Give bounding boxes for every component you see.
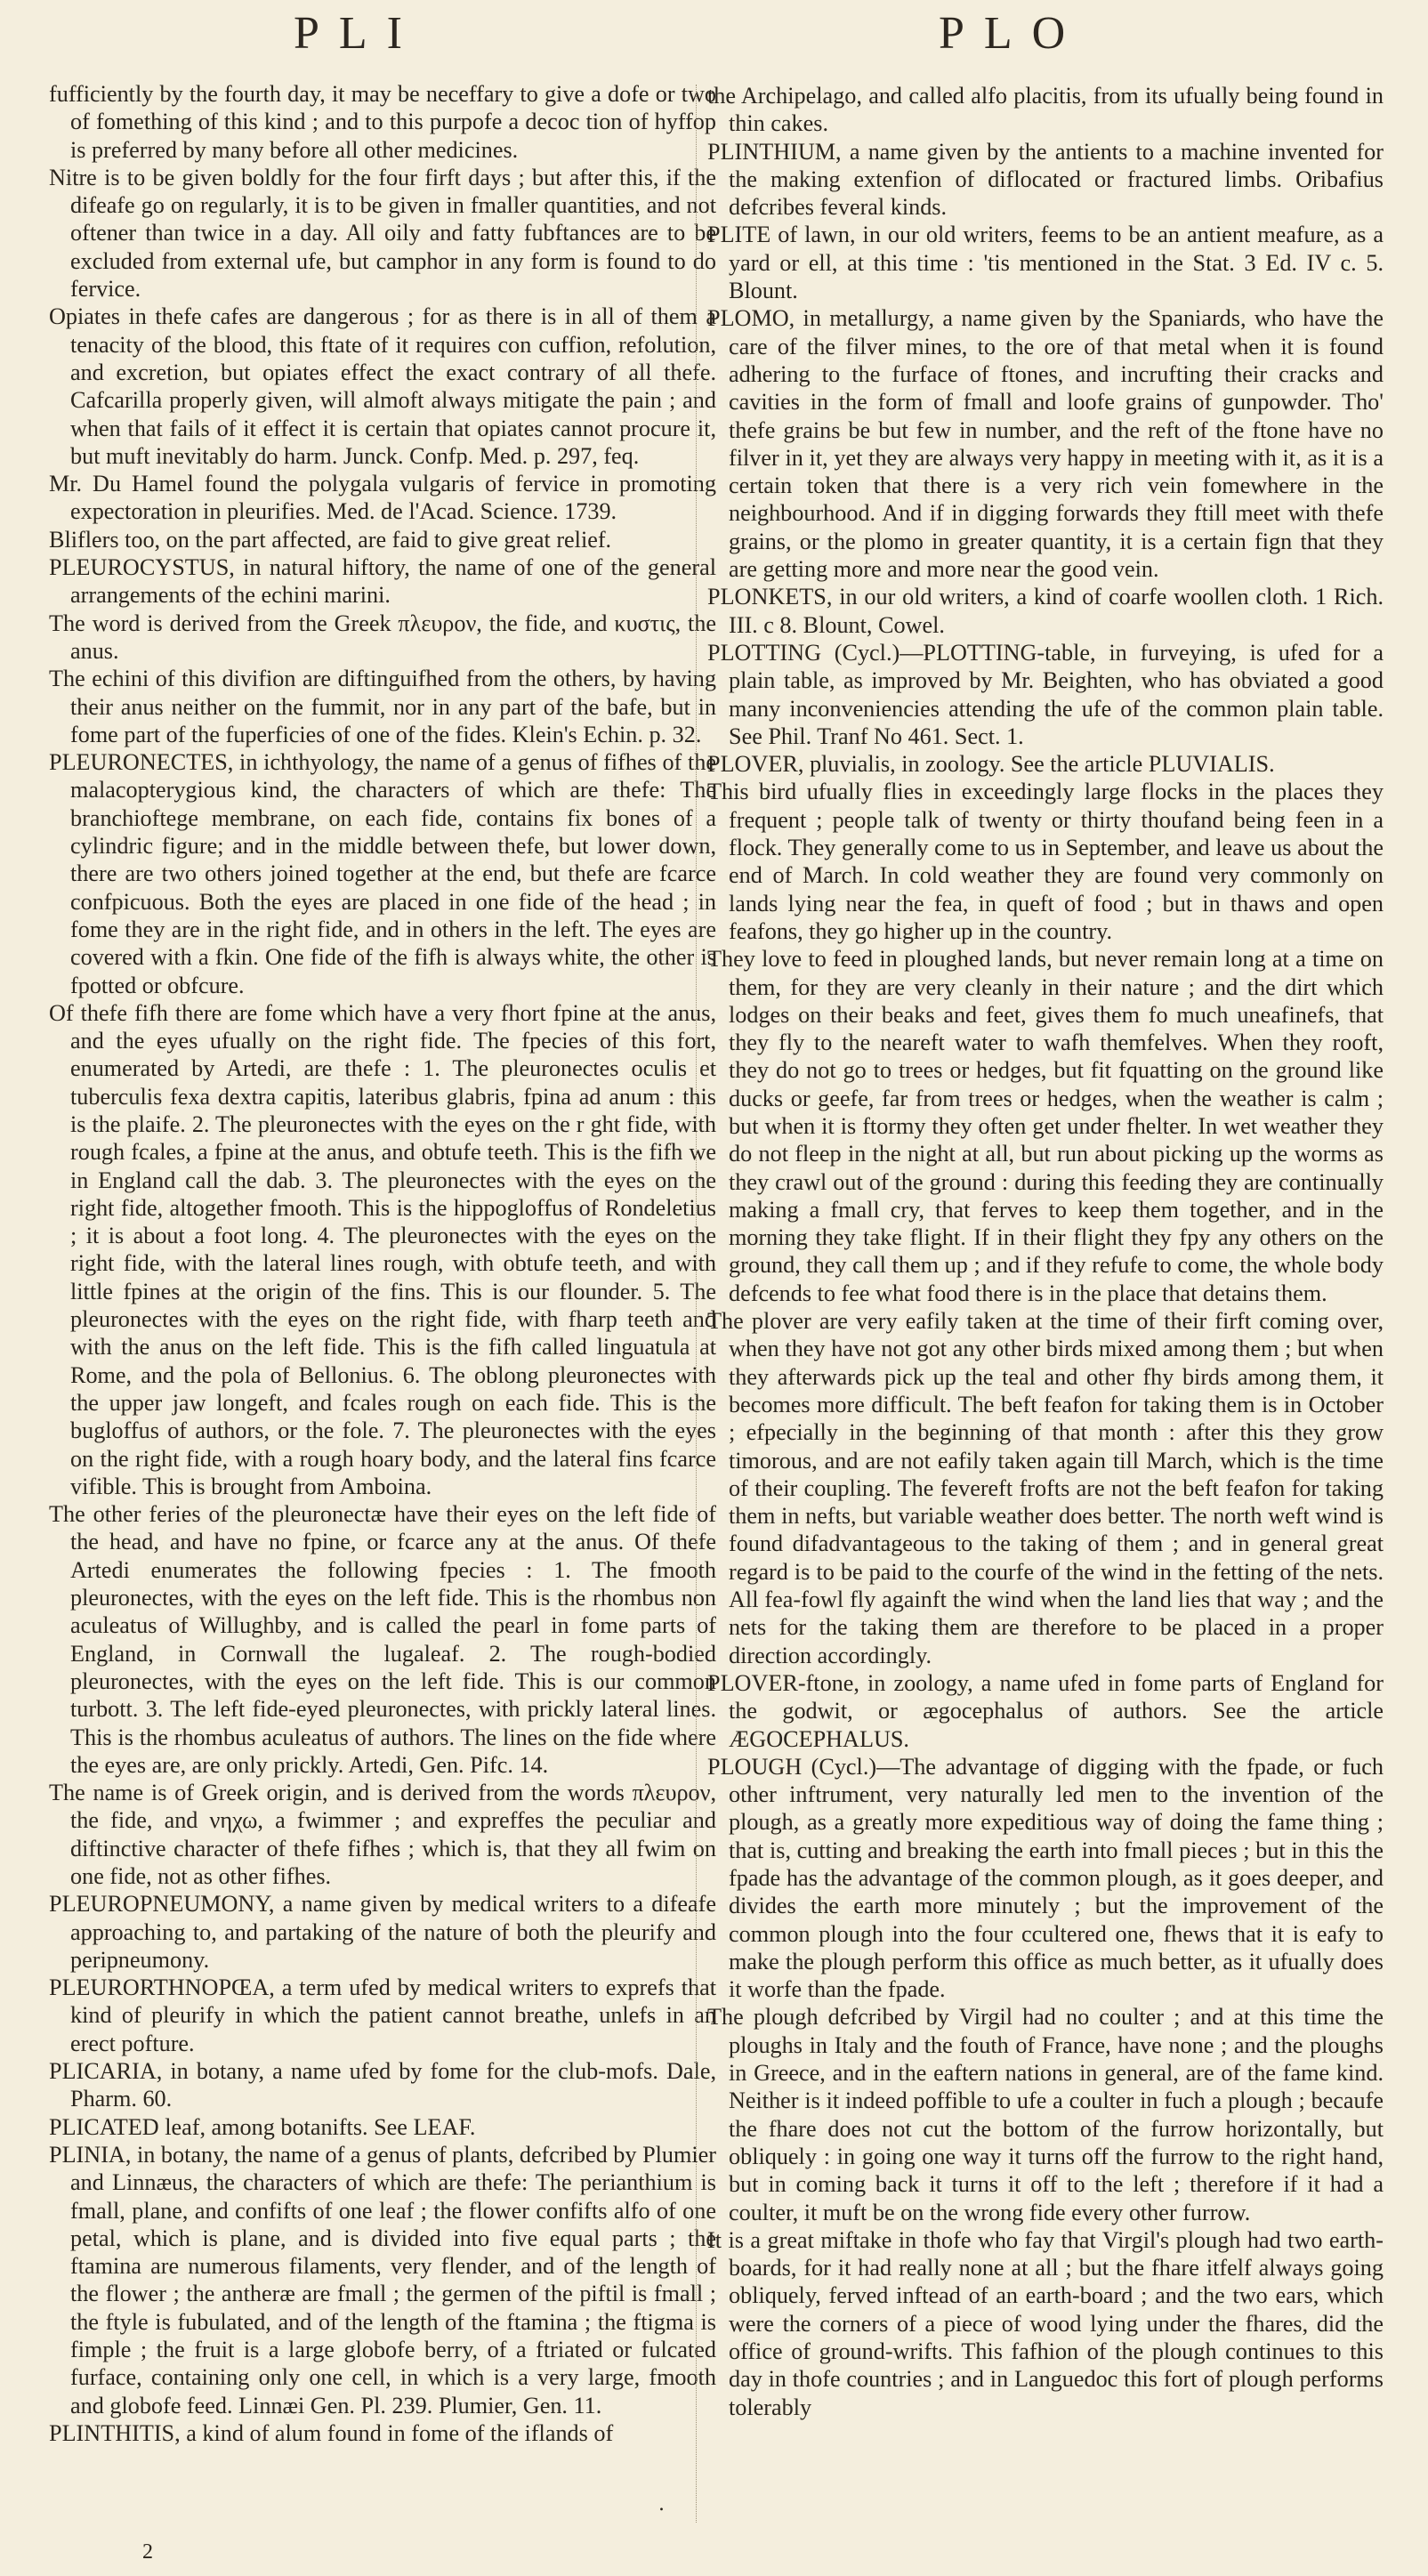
paragraph: PLEUROPNEUMONY, a name given by medical writers to a difeafe approaching to, and partaking of the nature of both the pleurify and peripneumony. <box>49 1891 716 1973</box>
header-right-title: PLO <box>939 8 1085 59</box>
paragraph: Mr. Du Hamel found the polygala vulgaris of fervice in promoting expectoration in pleurifies. Med. de l'Acad. Science. 1739. <box>49 471 716 525</box>
paragraph: The word is derived from the Greek πλευρον, the fide, and κυστις, the anus. <box>49 610 716 664</box>
paragraph: PLICATED leaf, among botanifts. See LEAF. <box>49 2113 476 2140</box>
left-column <box>49 80 716 2545</box>
paragraph: Opiates in thefe cafes are dangerous ; for as there is in all of them a tenacity of the blood, this ftate of it requires con cuffion, refolution, and excretion, but opiates effect the exact contrary of all thefe. Cafcarilla properly given, will almoft always mitigate the pain ; and when that fails of it effect it is certain that opiates cannot procure it, but muft inevitably do harm. Junck. Confp. Med. p. 297, feq. <box>49 303 716 469</box>
paragraph: fufficiently by the fourth day, it may be neceffary to give a dofe or two of fomething of this kind ; and to this purpofe a decoc tion of hyffop is preferred by many before all other medicines. <box>49 81 716 163</box>
paragraph: The echini of this divifion are diftinguifhed from the others, by having their anus neither on the fummit, nor in any part of the bafe, but in fome part of the fuperficies of one of the fides. Klein's Echin. p. 32. <box>49 666 716 747</box>
running-header <box>0 0 1428 71</box>
paragraph: PLITE of lawn, in our old writers, feems to be an antient meafure, as a yard or ell, at this time : 'tis mentioned in the Stat. 3 Ed. IV c. 5. Blount. <box>707 222 1384 304</box>
paragraph: the Archipelago, and called alfo placitis, from its ufually being found in thin cakes. <box>707 83 1384 137</box>
paragraph: PLEURONECTES, in ichthyology, the name of a genus of fifhes of the malacopterygious kind, the characters of which are thefe: The branchioftege membrane, on each fide, contains fix bones of a cylindric figure; and in the middle between thefe, but lower down, there are two others joined together at the end, but thefe are fcarce confpicuous. Both the eyes are placed in one fide of the head ; in fome they are in the right fide, and in others in the left. The eyes are covered with a fkin. One fide of the fifh is always white, the other is fpotted or obfcure. <box>49 749 716 998</box>
paragraph: PLOUGH (Cycl.)—The advantage of digging with the fpade, or fuch other inftrument, very naturally led men to the invention of the plough, as a greatly more expeditious way of doing the fame thing ; that is, cutting and breaking the earth into fmall pieces ; but in this the fpade has the advantage of the common plough, as it goes deeper, and divides the earth more minutely ; but the improvement of the common plough into the four ccultered one, fhews that it is eafy to make the plough perform this office as much better, as it ufually does it worfe than the fpade. <box>707 1753 1384 2003</box>
paragraph: PLOVER-ftone, in zoology, a name ufed in fome parts of England for the godwit, or ægocephalus of authors. See the article ÆGOCEPHALUS. <box>707 1669 1384 1752</box>
footer-mark: . <box>658 2493 665 2515</box>
paragraph: The plough defcribed by Virgil had no coulter ; and at this time the ploughs in Italy and the fouth of France, have none ; and the ploughs in Greece, and in the eaftern nations in general, are of the fame kind. Neither is it indeed poffible to ufe a coulter in fuch a plough ; becaufe the fhare does not cut the bottom of the furrow horizontally, but obliquely : in going one way it turns off the furrow to the right hand, but in coming back it turns it off to the left ; therefore if it had a coulter, it muft be on the wrong fide every other furrow. <box>707 2004 1384 2225</box>
paragraph: PLINIA, in botany, the name of a genus of plants, defcribed by Plumier and Linnæus, the characters of which are thefe: The perianthium is fmall, plane, and confifts of one leaf ; the flower confifts alfo of one petal, which is plane, and is divided into five equal parts ; the ftamina are numerous filaments, very flender, and of the length of the flower ; the antheræ are fmall ; the germen of the piftil is fmall ; the ftyle is fubulated, and of the length of the ftamina ; the ftigma is fimple ; the fruit is a large globofe berry, of a ftriated or fulcated furface, containing only one cell, in which is a very large, fmooth and globofe feed. Linnæi Gen. Pl. 239. Plumier, Gen. 11. <box>49 2141 716 2419</box>
paragraph: PLOMO, in metallurgy, a name given by the Spaniards, who have the care of the filver mines, to the ore of that metal when it is found adhering to the furface of ftones, and incrufting their cracks and cavities in the form of fmall and loofe grains of gunpowder. Tho' thefe grains be but few in number, and the reft of the ftone have no filver in it, yet they are always very happy in meeting with it, as it is a certain token that there is a very rich vein fomewhere in the neighbourhood. And if in digging forwards they ftill meet with thefe grains, or the plomo in greater quantity, it is a certain fign that they are getting more and more near the good vein. <box>707 305 1384 583</box>
column-divider <box>696 85 698 2523</box>
right-column <box>707 82 1384 2564</box>
paragraph: PLOVER, pluvialis, in zoology. See the article PLUVIALIS. <box>707 751 1275 778</box>
paragraph: PLONKETS, in our old writers, a kind of coarfe woollen cloth. 1 Rich. III. c 8. Blount, Cowel. <box>707 584 1384 638</box>
paragraph: PLEUROCYSTUS, in natural hiftory, the name of one of the general arrangements of the echini marini. <box>49 554 716 609</box>
paragraph: PLINTHITIS, a kind of alum found in fome of the iflands of <box>49 2419 614 2446</box>
paragraph: It is a great miftake in thofe who fay that Virgil's plough had two earth-boards, for it had really none at all ; but the fhare itfelf always going obliquely, ferved inftead of an earth-board ; and the two ears, which were the corners of a piece of wood lying under the fhares, did the office of ground-wrifts. This fafhion of the plough continues to this day in thofe countries ; and in Languedoc this fort of plough performs tolerably <box>707 2226 1384 2420</box>
paragraph: PLEURORTHNOPŒA, a term ufed by medical writers to exprefs that kind of pleurify in which the patient cannot breathe, unlefs in an erect pofture. <box>49 1974 716 2056</box>
header-left-title: PLI <box>294 8 422 59</box>
paragraph: Of thefe fifh there are fome which have a very fhort fpine at the anus, and the eyes ufually on the right fide. The fpecies of this fort, enumerated by Artedi, are thefe : 1. The pleuronectes oculis et tuberculis fexa dextra capitis, lateribus glabris, fpina ad anum : this is the plaife. 2. The pleuronectes with the eyes on the r ght fide, with rough fcales, a fpine at the anus, and obtufe teeth. This is the fifh we in England call the dab. 3. The pleuronectes with the eyes on the right fide, altogether fmooth. This is the hippogloffus of Rondeletius ; it is about a foot long. 4. The pleuronectes with the eyes on the right fide, with the lateral lines rough, with obtufe teeth, and with little fpines at the origin of the fins. This is our flounder. 5. The pleuronectes with the eyes on the right fide, with fharp teeth and with the anus on the left fide. This is the fifh called linguatula at Rome, and the pola of Bellonius. 6. The oblong pleuronectes with the upper jaw longeft, and fcales rough on each fide. This is the bugloffus of authors, or the fole. 7. The pleuronectes with the eyes on the right fide, with a rough hoary body, and the lateral fins fcarce vifible. This is brought from Amboina. <box>49 999 716 1499</box>
paragraph: Nitre is to be given boldly for the four firft days ; but after this, if the difeafe go on regularly, it is to be given in fmaller quantities, and not oftener than twice in a day. All oily and fatty fubftances are to be excluded from external ufe, but camphor in any form is found to do fervice. <box>49 164 716 303</box>
paragraph: PLOTTING (Cycl.)—PLOTTING-table, in furveying, is ufed for a plain table, as improved by Mr. Beighten, who has obviated a good many inconveniencies attending the ufe of the common plain table. See Phil. Tranf No 461. Sect. 1. <box>707 639 1384 749</box>
paragraph: This bird ufually flies in exceedingly large flocks in the places they frequent ; people talk of twenty or thirty thoufand being feen in a flock. They generally come to us in September, and leave us about the end of March. In cold weather they are found very commonly on lands lying near the fea, in queft of food ; but in thaws and open feafons, they go higher up in the country. <box>707 779 1384 944</box>
paragraph: Bliflers too, on the part affected, are faid to give great relief. <box>49 526 612 553</box>
paragraph: PLICARIA, in botany, a name ufed by fome for the club-mofs. Dale, Pharm. 60. <box>49 2058 716 2112</box>
paragraph: The other feries of the pleuronectæ have their eyes on the left fide of the head, and have no fpine, or fcarce any at the anus. Of thefe Artedi enumerates the following fpecies : 1. The fmooth pleuronectes, with the eyes on the left fide. This is the rhombus non aculeatus of Willughby, and is called the pearl in fome parts of England, in Cornwall the lugaleaf. 2. The rough-bodied pleuronectes, with the eyes on the left fide. This is our common turbott. 3. The left fide-eyed pleuronectes, with prickly lateral lines. This is the rhombus aculeatus of authors. The lines on the fide where the eyes are, are only prickly. Artedi, Gen. Pifc. 14. <box>49 1501 716 1778</box>
paragraph: The plover are very eafily taken at the time of their firft coming over, when they have not got any other birds mixed among them ; but when they afterwards pick up the teal and other fhy birds among them, it becomes more difficult. The beft feafon for taking them is in October ; efpecially in the beginning of that month : after this they grow timorous, and are not eafily taken again till March, which is the time of their coupling. The fevereft frofts are not the beft feafon for taking them in nefts, but variable weather does better. The north weft wind is found difadvantageous to the taking of them ; and in general great regard is to be paid to the courfe of the wind in the fetting of the nets. All fea-fowl fly againft the wind when the land lies that way ; and the nets for the taking them are therefore to be placed in a proper direction accordingly. <box>707 1308 1384 1668</box>
paragraph: They love to feed in ploughed lands, but never remain long at a time on them, for they are very cleanly in their nature ; and the dirt which lodges on their beaks and feet, gives them fo much uneafinefs, that they fly to the neareft water to wafh themfelves. When they rooft, they do not go to trees or hedges, but fit fquatting on the ground like ducks or geefe, far from trees or hedges, when the weather is calm ; but when it is ftormy they often get under fhelter. In wet weather they do not fleep in the night at all, but run about picking up the worms as they crawl out of the ground : during this feeding they are continually making a fmall cry, that ferves to keep them together, and in the morning they take flight. If in their flight they fpy any others on the ground, they call them up ; and if they refufe to come, the whole body defcends to fee what food there is in the place that detains them. <box>707 946 1384 1306</box>
page-number: 2 <box>142 2540 153 2564</box>
paragraph: The name is of Greek origin, and is derived from the words πλευρον, the fide, and νηχω, a fwimmer ; and expreffes the peculiar and diftinctive character of thefe fifhes ; which is, that they all fwim on one fide, not as other fifhes. <box>49 1780 716 1889</box>
paragraph: PLINTHIUM, a name given by the antients to a machine invented for the making extenfion of diflocated or fractured limbs. Oribafius defcribes feveral kinds. <box>707 138 1384 221</box>
